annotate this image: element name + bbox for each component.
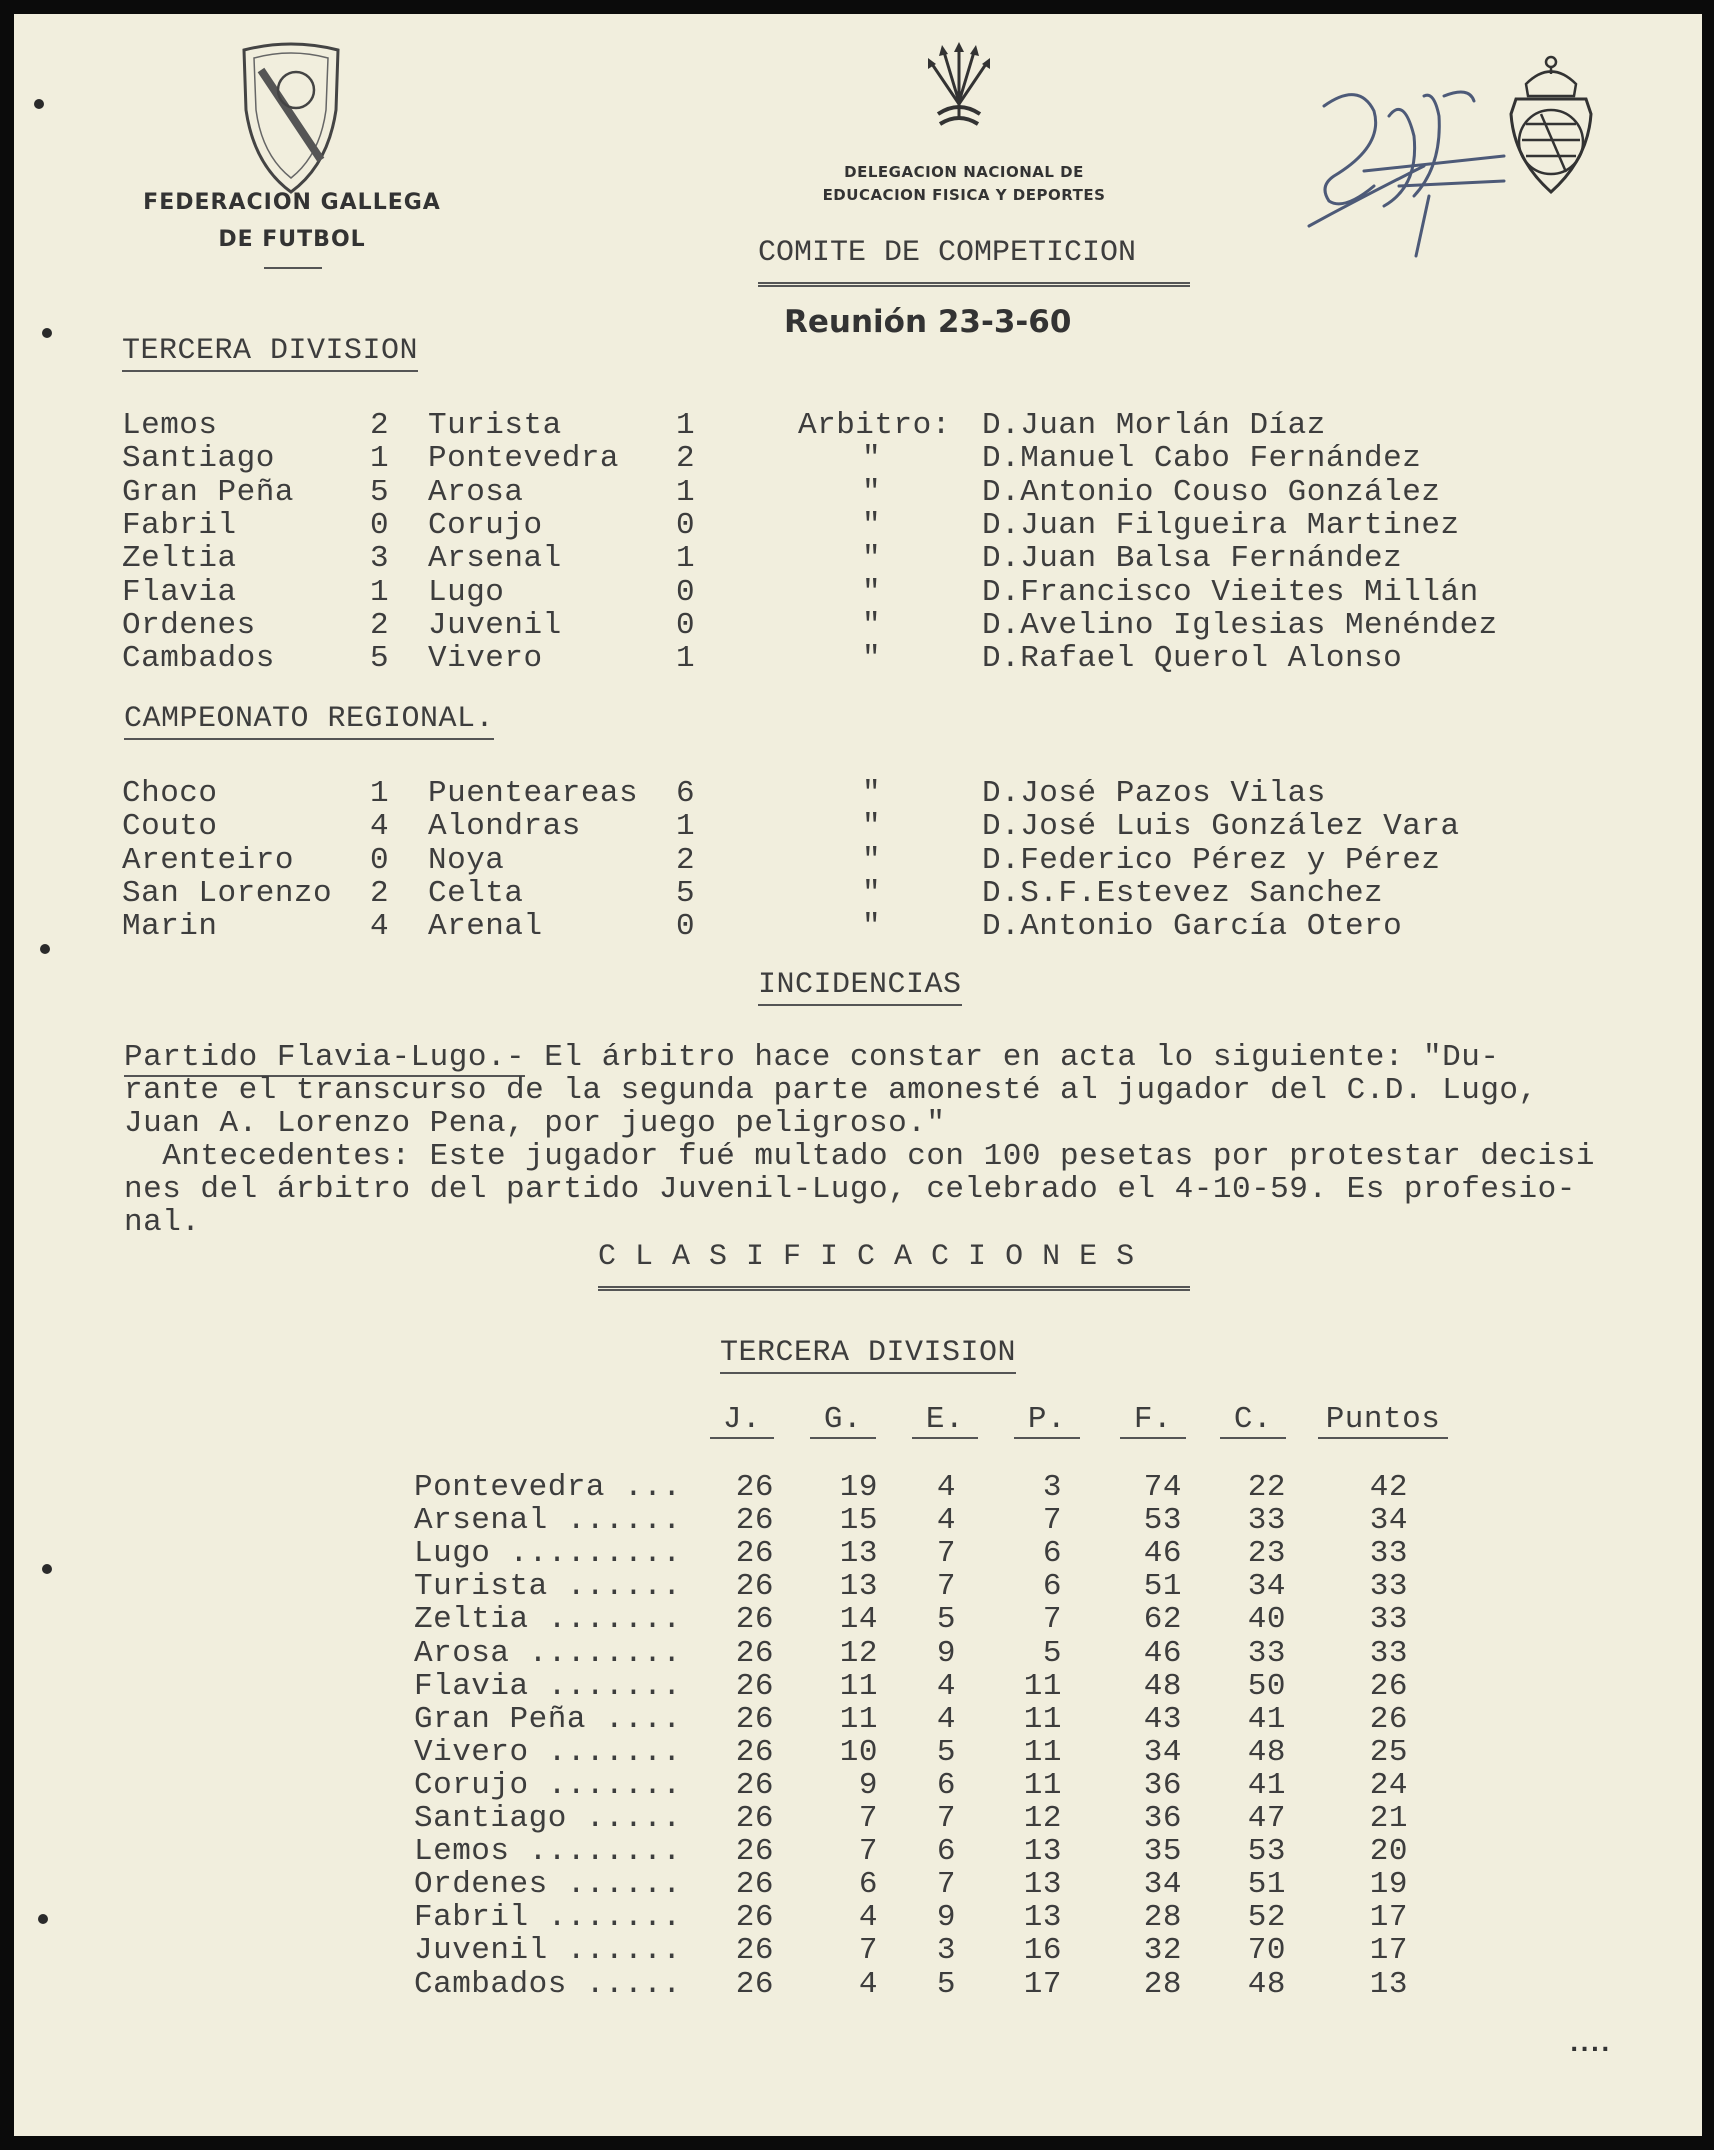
- goals-for: 28: [1143, 1900, 1182, 1936]
- team-name: Turista ......: [414, 1569, 682, 1605]
- won: 4: [858, 1966, 878, 2002]
- lost: 13: [1023, 1900, 1062, 1936]
- points: 21: [1369, 1801, 1408, 1836]
- team-name: Santiago .....: [414, 1801, 682, 1836]
- team-name: Zeltia .......: [414, 1602, 682, 1638]
- section-title-incidencias: INCIDENCIAS: [758, 968, 962, 1006]
- home-score: 4: [370, 809, 390, 845]
- goals-for: 51: [1143, 1569, 1182, 1605]
- played: 26: [735, 1834, 774, 1870]
- binder-hole: [42, 1564, 52, 1574]
- lost: 16: [1023, 1933, 1062, 1969]
- away-score: 1: [676, 641, 696, 677]
- away-score: 1: [676, 474, 696, 510]
- team-name: Vivero .......: [414, 1734, 682, 1770]
- away-team: Vivero: [428, 641, 543, 677]
- referee-name: D.Antonio García Otero: [982, 909, 1403, 945]
- goals-for: 35: [1143, 1834, 1182, 1870]
- referee-name: D.Rafael Querol Alonso: [982, 641, 1403, 677]
- points: 33: [1369, 1536, 1408, 1572]
- goals-for: 34: [1143, 1734, 1182, 1770]
- team-name: Cambados .....: [414, 1966, 682, 2002]
- points: 17: [1369, 1933, 1408, 1969]
- played: 26: [735, 1966, 774, 2002]
- goals-against: 41: [1247, 1701, 1286, 1737]
- binder-hole: [40, 944, 50, 954]
- played: 26: [735, 1801, 774, 1836]
- referee-label: ": [862, 474, 882, 510]
- lost: 11: [1023, 1734, 1062, 1770]
- drawn: 9: [936, 1900, 956, 1936]
- home-team: Choco: [122, 776, 218, 811]
- won: 11: [839, 1701, 878, 1737]
- home-score: 5: [370, 641, 390, 677]
- team-name: Gran Peña ....: [414, 1701, 682, 1737]
- referee-label: ": [862, 574, 882, 610]
- lost: 12: [1023, 1801, 1062, 1836]
- home-score: 1: [370, 441, 390, 477]
- lost: 7: [1042, 1503, 1062, 1539]
- drawn: 3: [936, 1933, 956, 1969]
- committee-title: COMITE DE COMPETICION: [758, 236, 1137, 270]
- away-score: 2: [676, 842, 696, 878]
- played: 26: [735, 1602, 774, 1638]
- drawn: 9: [936, 1635, 956, 1671]
- points: 33: [1369, 1569, 1408, 1605]
- column-header: Puntos: [1318, 1402, 1448, 1439]
- won: 7: [858, 1801, 878, 1836]
- referee-label: ": [862, 875, 882, 911]
- won: 12: [839, 1635, 878, 1671]
- drawn: 6: [936, 1834, 956, 1870]
- incident-line: nal.: [124, 1205, 201, 1240]
- away-score: 0: [676, 507, 696, 543]
- delegation-name-line2: EDUCACION FISICA Y DEPORTES: [822, 186, 1106, 204]
- federation-shield-logo: [236, 40, 346, 200]
- drawn: 4: [936, 1503, 956, 1539]
- goals-against: 41: [1247, 1767, 1286, 1803]
- team-name: Lemos ........: [414, 1834, 682, 1870]
- won: 7: [858, 1834, 878, 1870]
- delegation-name-line1: DELEGACION NACIONAL DE: [844, 163, 1084, 181]
- column-header: P.: [1014, 1402, 1080, 1439]
- drawn: 4: [936, 1701, 956, 1737]
- goals-against: 70: [1247, 1933, 1286, 1969]
- away-team: Puenteareas: [428, 776, 639, 811]
- points: 25: [1369, 1734, 1408, 1770]
- meeting-date: Reunión 23-3-60: [784, 304, 1072, 340]
- points: 19: [1369, 1867, 1408, 1903]
- referee-name: D.José Pazos Vilas: [982, 776, 1326, 811]
- federation-name-line1: FEDERACION GALLEGA: [143, 190, 441, 215]
- goals-against: 22: [1247, 1470, 1286, 1505]
- referee-name: D.Antonio Couso González: [982, 474, 1441, 510]
- home-score: 1: [370, 574, 390, 610]
- team-name: Pontevedra ...: [414, 1470, 682, 1505]
- referee-name: D.Juan Balsa Fernández: [982, 541, 1403, 577]
- away-score: 0: [676, 574, 696, 610]
- standings-subtitle: TERCERA DIVISION: [720, 1336, 1016, 1374]
- home-score: 2: [370, 875, 390, 911]
- played: 26: [735, 1569, 774, 1605]
- home-team: Marin: [122, 909, 218, 945]
- referee-label: ": [862, 641, 882, 677]
- won: 19: [839, 1470, 878, 1505]
- title-double-rule: [758, 282, 1190, 287]
- away-score: 6: [676, 776, 696, 811]
- won: 4: [858, 1900, 878, 1936]
- won: 11: [839, 1668, 878, 1704]
- referee-label: ": [862, 909, 882, 945]
- drawn: 5: [936, 1734, 956, 1770]
- incident-line: Juan A. Lorenzo Pena, por juego peligroso.": [124, 1106, 946, 1141]
- goals-against: 33: [1247, 1503, 1286, 1539]
- points: 33: [1369, 1635, 1408, 1671]
- referee-label: ": [862, 776, 882, 811]
- away-team: Lugo: [428, 574, 505, 610]
- away-team: Arsenal: [428, 541, 562, 577]
- home-score: 4: [370, 909, 390, 945]
- goals-for: 48: [1143, 1668, 1182, 1704]
- points: 26: [1369, 1668, 1408, 1704]
- yoke-and-arrows-emblem: [924, 42, 994, 134]
- goals-against: 34: [1247, 1569, 1286, 1605]
- incident-line: Antecedentes: Este jugador fué multado con 100 pesetas por protestar decisi: [124, 1139, 1595, 1174]
- team-name: Lugo .........: [414, 1536, 682, 1572]
- goals-for: 74: [1143, 1470, 1182, 1505]
- lost: 5: [1042, 1635, 1062, 1671]
- home-team: Fabril: [122, 507, 237, 543]
- lost: 3: [1042, 1470, 1062, 1505]
- home-team: San Lorenzo: [122, 875, 333, 911]
- incident-line: [124, 1040, 1499, 1075]
- points: 20: [1369, 1834, 1408, 1870]
- points: 24: [1369, 1767, 1408, 1803]
- drawn: 5: [936, 1966, 956, 2002]
- lost: 11: [1023, 1701, 1062, 1737]
- referee-name: D.Francisco Vieites Millán: [982, 574, 1479, 610]
- goals-against: 40: [1247, 1602, 1286, 1638]
- drawn: 5: [936, 1602, 956, 1638]
- home-score: 0: [370, 842, 390, 878]
- drawn: 6: [936, 1767, 956, 1803]
- team-name: Arosa ........: [414, 1635, 682, 1671]
- away-score: 0: [676, 909, 696, 945]
- home-score: 5: [370, 474, 390, 510]
- away-team: Alondras: [428, 809, 581, 845]
- away-score: 1: [676, 809, 696, 845]
- won: 14: [839, 1602, 878, 1638]
- points: 34: [1369, 1503, 1408, 1539]
- home-team: Couto: [122, 809, 218, 845]
- won: 10: [839, 1734, 878, 1770]
- column-header: F.: [1120, 1402, 1186, 1439]
- home-score: 2: [370, 408, 390, 443]
- home-team: Zeltia: [122, 541, 237, 577]
- goals-for: 32: [1143, 1933, 1182, 1969]
- won: 13: [839, 1536, 878, 1572]
- points: 33: [1369, 1602, 1408, 1638]
- incident-match-label: Partido Flavia-Lugo.-: [124, 1040, 526, 1075]
- referee-label: ": [862, 441, 882, 477]
- away-team: Turista: [428, 408, 562, 443]
- drawn: 7: [936, 1801, 956, 1836]
- drawn: 7: [936, 1536, 956, 1572]
- section-title-campeonato-regional: CAMPEONATO REGIONAL.: [124, 702, 494, 740]
- away-score: 2: [676, 441, 696, 477]
- goals-for: 62: [1143, 1602, 1182, 1638]
- goals-for: 46: [1143, 1635, 1182, 1671]
- referee-name: D.S.F.Estevez Sanchez: [982, 875, 1384, 911]
- referee-label: Arbitro:: [798, 408, 951, 443]
- home-score: 3: [370, 541, 390, 577]
- binder-hole: [42, 328, 52, 338]
- lost: 6: [1042, 1569, 1062, 1605]
- referee-name: D.José Luis González Vara: [982, 809, 1460, 845]
- incident-line: nes del árbitro del partido Juvenil-Lugo, celebrado el 4-10-59. Es profesio-: [124, 1172, 1576, 1207]
- referee-label: ": [862, 842, 882, 878]
- lost: 7: [1042, 1602, 1062, 1638]
- won: 13: [839, 1569, 878, 1605]
- away-team: Pontevedra: [428, 441, 620, 477]
- referee-label: ": [862, 607, 882, 643]
- played: 26: [735, 1470, 774, 1505]
- section-title-tercera-division: TERCERA DIVISION: [122, 334, 418, 372]
- incident-line: rante el transcurso de la segunda parte amonesté al jugador del C.D. Lugo,: [124, 1073, 1538, 1108]
- goals-for: 28: [1143, 1966, 1182, 2002]
- home-team: Ordenes: [122, 607, 256, 643]
- referee-name: D.Manuel Cabo Fernández: [982, 441, 1422, 477]
- team-name: Fabril .......: [414, 1900, 682, 1936]
- incident-text: El árbitro hace constar en acta lo siguiente: "Du-: [525, 1040, 1500, 1075]
- played: 26: [735, 1900, 774, 1936]
- continuation-mark: ....: [1570, 2032, 1612, 2057]
- referee-name: D.Avelino Iglesias Menéndez: [982, 607, 1498, 643]
- divider: [264, 267, 322, 269]
- played: 26: [735, 1503, 774, 1539]
- home-team: Cambados: [122, 641, 275, 677]
- binder-hole: [34, 99, 44, 109]
- crowned-crest-logo: [1496, 44, 1606, 204]
- away-team: Juvenil: [428, 607, 562, 643]
- goals-for: 36: [1143, 1767, 1182, 1803]
- binder-hole: [38, 1914, 48, 1924]
- goals-against: 50: [1247, 1668, 1286, 1704]
- standings-title: C L A S I F I C A C I O N E S: [598, 1240, 1135, 1274]
- played: 26: [735, 1767, 774, 1803]
- home-team: Flavia: [122, 574, 237, 610]
- won: 6: [858, 1867, 878, 1903]
- home-score: 2: [370, 607, 390, 643]
- referee-name: D.Federico Pérez y Pérez: [982, 842, 1441, 878]
- handwritten-initials: [1304, 76, 1524, 266]
- played: 26: [735, 1933, 774, 1969]
- goals-for: 36: [1143, 1801, 1182, 1836]
- played: 26: [735, 1867, 774, 1903]
- points: 17: [1369, 1900, 1408, 1936]
- lost: 13: [1023, 1834, 1062, 1870]
- goals-for: 43: [1143, 1701, 1182, 1737]
- goals-for: 46: [1143, 1536, 1182, 1572]
- drawn: 4: [936, 1668, 956, 1704]
- column-header: G.: [810, 1402, 876, 1439]
- home-team: Lemos: [122, 408, 218, 443]
- document-page: [14, 14, 1702, 2136]
- drawn: 7: [936, 1569, 956, 1605]
- goals-against: 51: [1247, 1867, 1286, 1903]
- column-header: J.: [710, 1402, 774, 1439]
- lost: 17: [1023, 1966, 1062, 2002]
- referee-label: ": [862, 809, 882, 845]
- played: 26: [735, 1635, 774, 1671]
- away-score: 5: [676, 875, 696, 911]
- goals-against: 47: [1247, 1801, 1286, 1836]
- points: 13: [1369, 1966, 1408, 2002]
- goals-against: 48: [1247, 1966, 1286, 2002]
- won: 15: [839, 1503, 878, 1539]
- points: 42: [1369, 1470, 1408, 1505]
- home-score: 1: [370, 776, 390, 811]
- away-team: Celta: [428, 875, 524, 911]
- team-name: Arsenal ......: [414, 1503, 682, 1539]
- away-team: Noya: [428, 842, 505, 878]
- goals-against: 23: [1247, 1536, 1286, 1572]
- home-score: 0: [370, 507, 390, 543]
- lost: 11: [1023, 1668, 1062, 1704]
- won: 7: [858, 1933, 878, 1969]
- lost: 13: [1023, 1867, 1062, 1903]
- away-team: Arosa: [428, 474, 524, 510]
- drawn: 4: [936, 1470, 956, 1505]
- drawn: 7: [936, 1867, 956, 1903]
- federation-name-line2: DE FUTBOL: [218, 227, 366, 252]
- referee-label: ": [862, 541, 882, 577]
- home-team: Gran Peña: [122, 474, 294, 510]
- played: 26: [735, 1734, 774, 1770]
- away-team: Corujo: [428, 507, 543, 543]
- goals-for: 53: [1143, 1503, 1182, 1539]
- goals-against: 52: [1247, 1900, 1286, 1936]
- away-team: Arenal: [428, 909, 543, 945]
- played: 26: [735, 1668, 774, 1704]
- referee-name: D.Juan Morlán Díaz: [982, 408, 1326, 443]
- goals-against: 53: [1247, 1834, 1286, 1870]
- won: 9: [858, 1767, 878, 1803]
- referee-name: D.Juan Filgueira Martinez: [982, 507, 1460, 543]
- team-name: Ordenes ......: [414, 1867, 682, 1903]
- lost: 6: [1042, 1536, 1062, 1572]
- away-score: 1: [676, 541, 696, 577]
- points: 26: [1369, 1701, 1408, 1737]
- referee-label: ": [862, 507, 882, 543]
- away-score: 1: [676, 408, 696, 443]
- away-score: 0: [676, 607, 696, 643]
- standings-double-rule: [598, 1286, 1190, 1291]
- home-team: Arenteiro: [122, 842, 294, 878]
- column-header: E.: [912, 1402, 978, 1439]
- goals-for: 34: [1143, 1867, 1182, 1903]
- team-name: Flavia .......: [414, 1668, 682, 1704]
- home-team: Santiago: [122, 441, 275, 477]
- column-header: C.: [1220, 1402, 1286, 1439]
- lost: 11: [1023, 1767, 1062, 1803]
- goals-against: 48: [1247, 1734, 1286, 1770]
- team-name: Juvenil ......: [414, 1933, 682, 1969]
- goals-against: 33: [1247, 1635, 1286, 1671]
- played: 26: [735, 1536, 774, 1572]
- team-name: Corujo .......: [414, 1767, 682, 1803]
- played: 26: [735, 1701, 774, 1737]
